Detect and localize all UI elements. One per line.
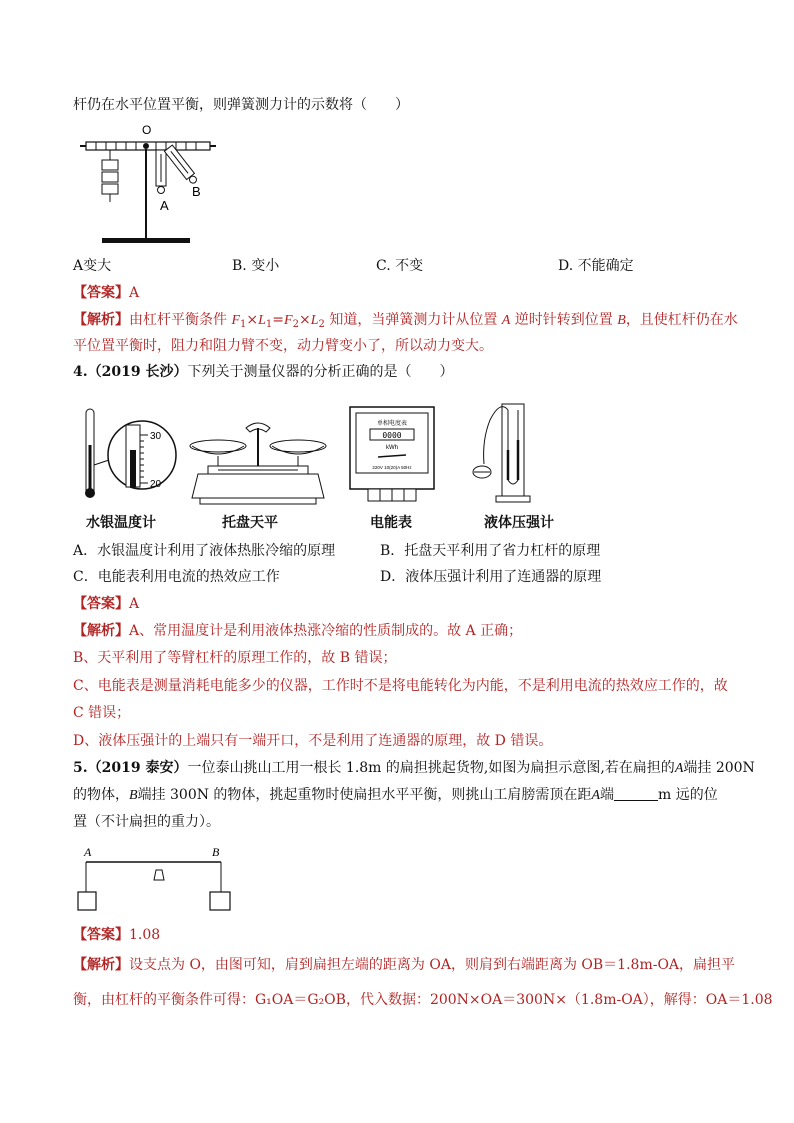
- caption-thermometer: 水银温度计: [86, 515, 156, 531]
- svg-text:B: B: [212, 845, 220, 859]
- q3-lever-figure: [80, 122, 220, 248]
- carrying-pole-figure: [76, 844, 246, 916]
- electricity-meter-figure: [348, 405, 436, 505]
- caption-balance: 托盘天平: [222, 515, 278, 531]
- q4-analysis-line3: C、电能表是测量消耗电能多少的仪器，工作时不是将电能转化为内能，不是利用电流的热效应工作的，故: [73, 678, 728, 694]
- svg-text:220V 10(20)A 50Hz: 220V 10(20)A 50Hz: [372, 465, 412, 470]
- svg-text:A: A: [84, 845, 92, 859]
- svg-text:单相电度表: 单相电度表: [376, 420, 408, 427]
- label-o: O: [142, 123, 152, 137]
- pressure-gauge-figure: [470, 400, 550, 508]
- q3-option-a: A变大: [73, 258, 112, 274]
- q4-answer: 【答案】A: [73, 596, 140, 612]
- thermometer-figure: [82, 405, 182, 505]
- caption-electricity-meter: 电能表: [370, 515, 412, 531]
- q3-analysis-line1: 【解析】由杠杆平衡条件 $F_1\times L_1=F_2\times L_2$ 知道，当弹簧测力计从位置 A 逆时针转到位置 B，且使杠杆仍在水: [73, 312, 738, 330]
- q5-stem-line1: 5.（2019 泰安）一位泰山挑山工用一根长 1.8m 的扁担挑起货物,如图为扁担示意图,若在扁担的A端挂 200N: [73, 760, 755, 776]
- answer-tag: 【答案】: [73, 285, 129, 301]
- q3-option-d: D. 不能确定: [558, 258, 634, 274]
- svg-text:kWh: kWh: [386, 445, 398, 451]
- q5-stem-line3: 置（不计扁担的重力）。: [73, 814, 220, 830]
- q4-analysis-line5: D、液体压强计的上端只有一端开口，不是利用了连通器的原理，故 D 错误。: [73, 733, 553, 749]
- caption-pressure-gauge: 液体压强计: [484, 515, 554, 531]
- q3-stem-tail: 杆仍在水平位置平衡，则弹簧测力计的示数将（ ）: [73, 97, 409, 113]
- label-b: B: [192, 184, 201, 199]
- q3-answer: [73, 283, 139, 303]
- q5-answer: 【答案】1.08: [73, 927, 161, 943]
- label-a: A: [160, 198, 169, 213]
- answer-blank[interactable]: [614, 786, 658, 801]
- svg-text:0000: 0000: [382, 431, 402, 440]
- q4-option-a: A．水银温度计利用了液体热胀冷缩的原理: [73, 543, 336, 559]
- svg-text:20: 20: [150, 479, 162, 490]
- q4-option-d: D．液体压强计利用了连通器的原理: [380, 569, 602, 585]
- svg-text:30: 30: [150, 431, 162, 442]
- q4-analysis-line4: C 错误；: [73, 705, 131, 721]
- q3-option-c: C. 不变: [376, 258, 424, 274]
- answer-value: A: [129, 285, 140, 301]
- q4-analysis-line2: B、天平利用了等臂杠杆的原理工作的，故 B 错误；: [73, 650, 397, 666]
- q4-stem: 4.（2019 长沙）下列关于测量仪器的分析正确的是（ ）: [73, 364, 454, 380]
- balance-figure: [188, 418, 328, 510]
- q5-stem-line2: 的物体，B端挂 300N 的物体，挑起重物时使扁担水平平衡，则挑山工肩膀需顶在距A端 m 远的位: [73, 787, 718, 803]
- q4-analysis-line1: 【解析】A、常用温度计是利用液体热涨冷缩的性质制成的。故 A 正确；: [73, 623, 523, 639]
- q4-option-c: C．电能表利用电流的热效应工作: [73, 569, 280, 585]
- q5-analysis-line1: 【解析】设支点为 O，由图可知，肩到扁担左端的距离为 OA，则肩到右端距离为 OB＝1.8m-OA，扁担平: [73, 957, 736, 973]
- q3-analysis-line2: 平位置平衡时，阻力和阻力臂不变，动力臂变小了，所以动力变大。: [73, 338, 493, 354]
- q5-analysis-line2: 衡，由杠杆的平衡条件可得：G₁OA＝G₂OB，代入数据：200N×OA＝300N×（1.8m-OA），解得：OA＝1.08: [73, 992, 773, 1008]
- q4-option-b: B．托盘天平利用了省力杠杆的原理: [380, 543, 601, 559]
- q3-option-b: B. 变小: [232, 258, 280, 274]
